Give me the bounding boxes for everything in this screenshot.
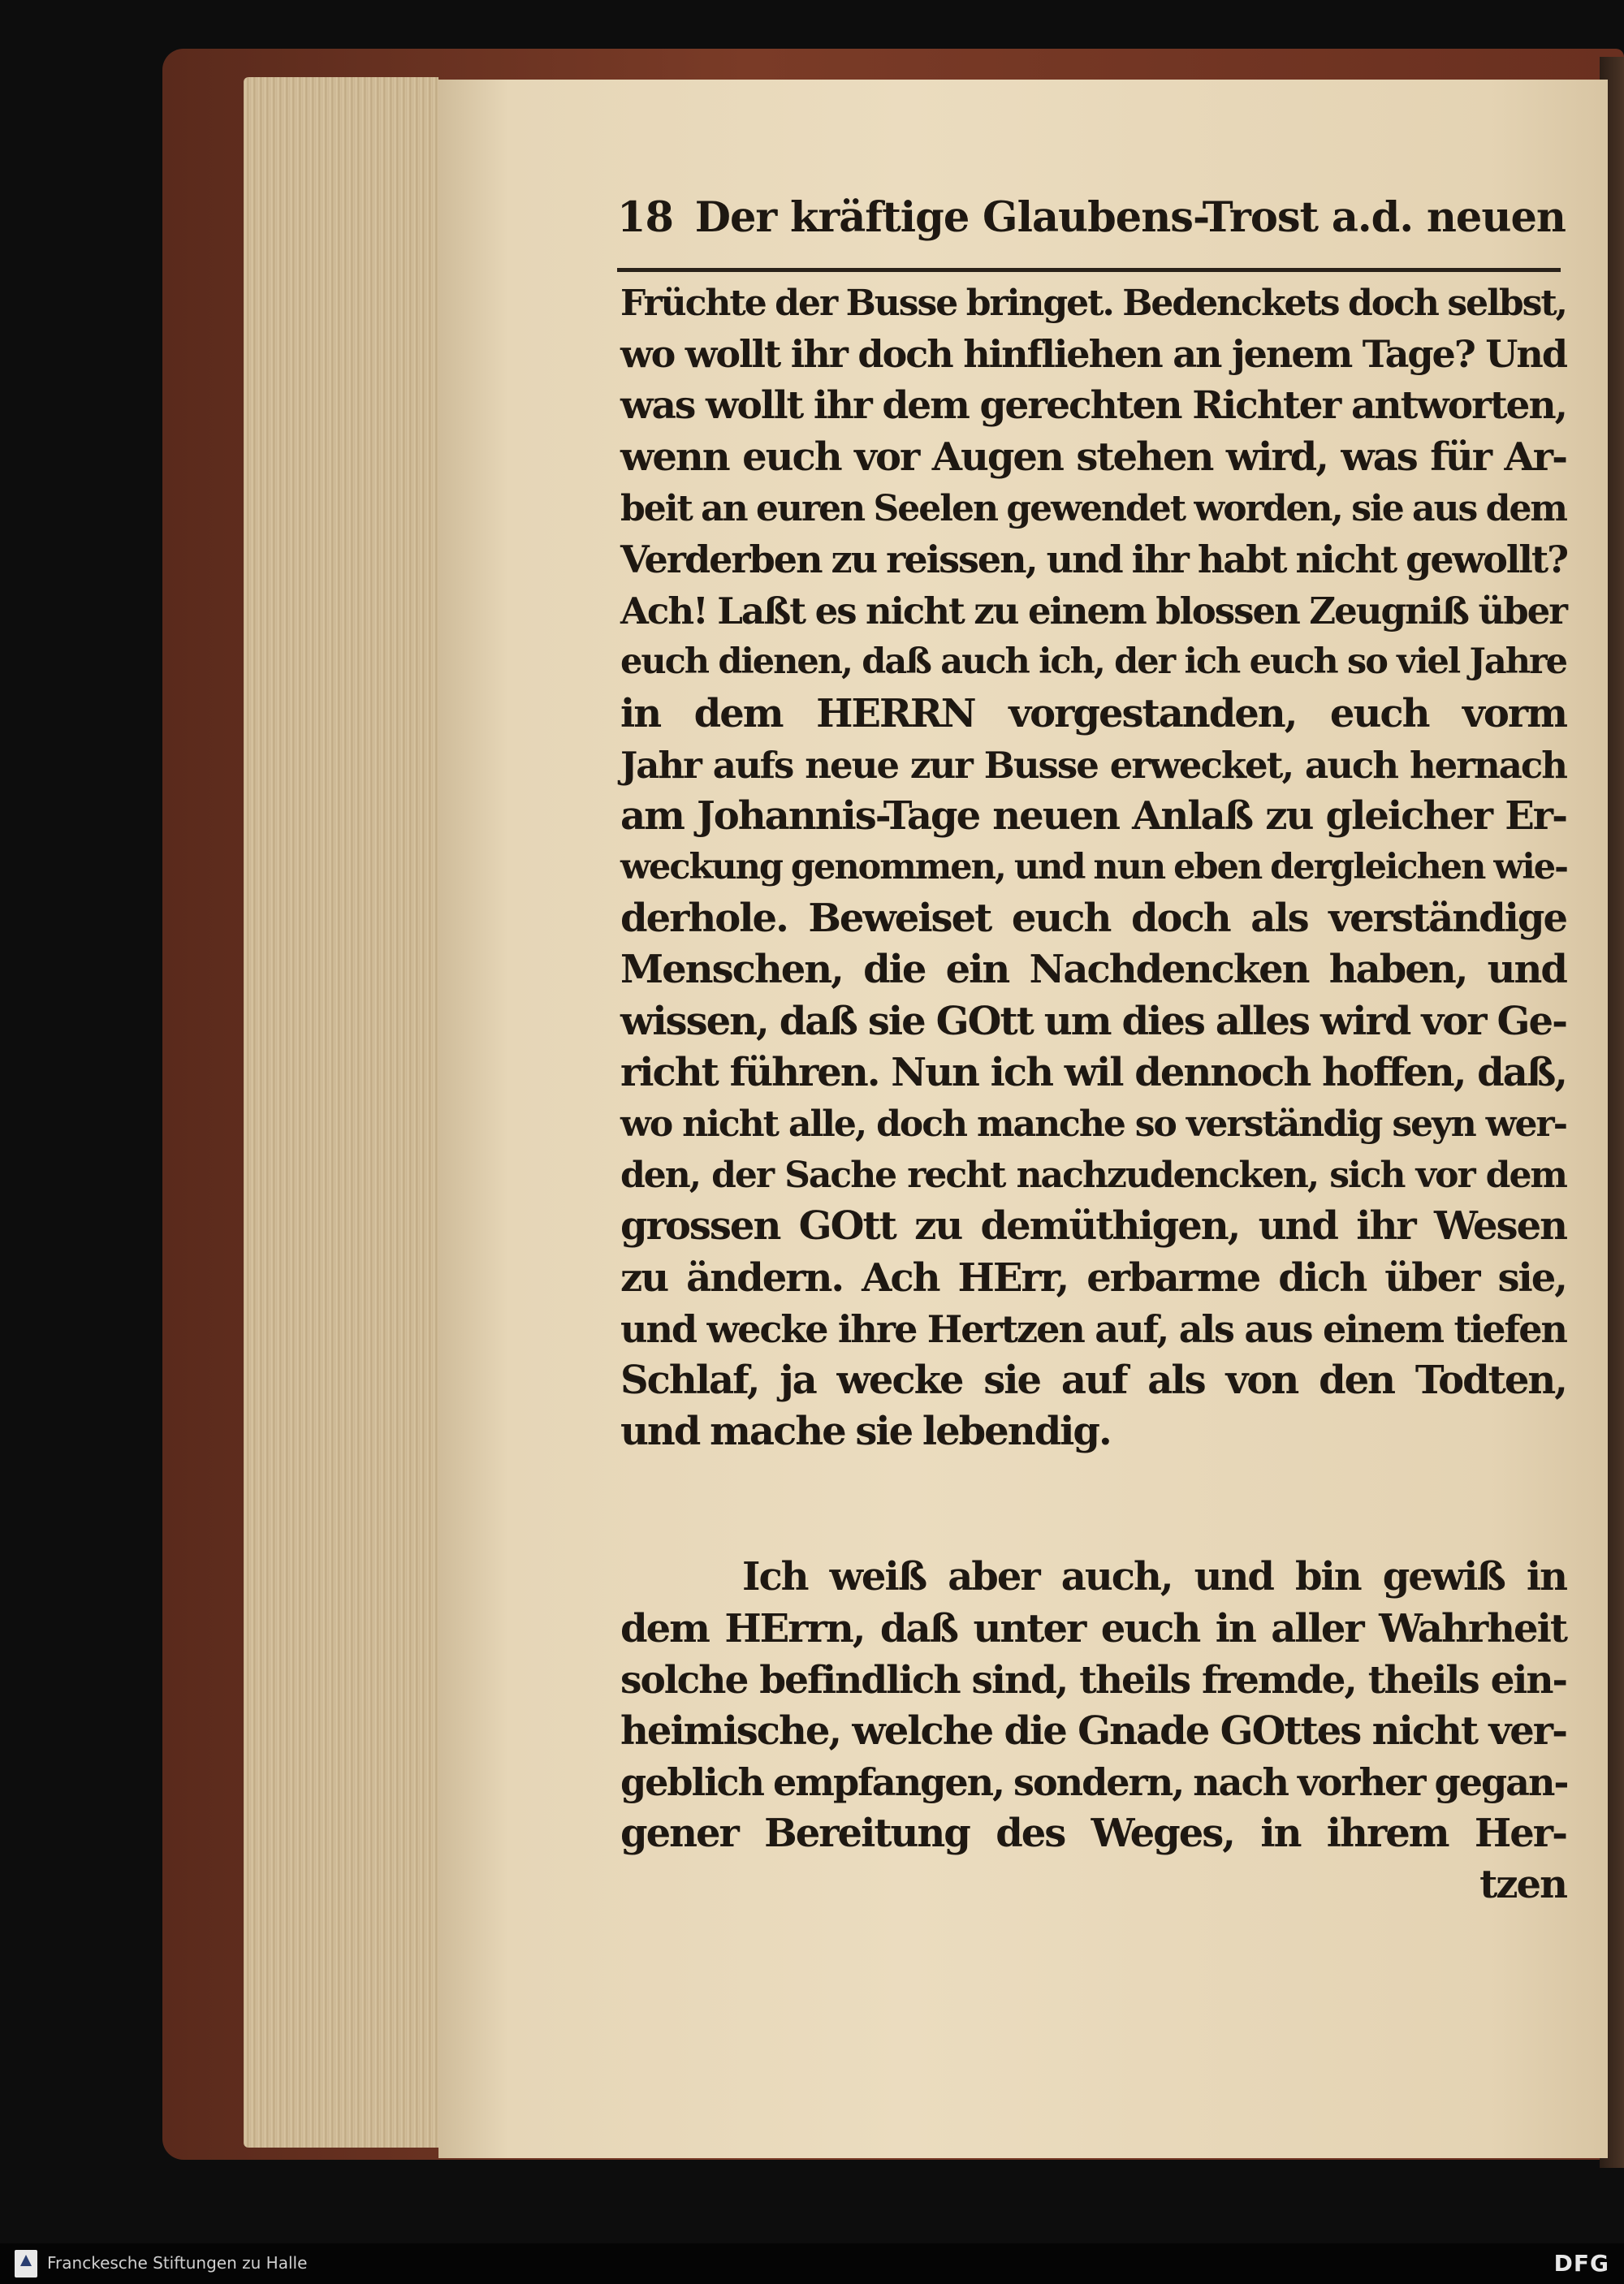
text-line: was wollt ihr dem gerechten Richter antworten, bbox=[620, 383, 1566, 429]
text-line: am Johannis-Tage neuen Anlaß zu gleicher Er- bbox=[620, 792, 1566, 839]
text-line: Ich weiß aber auch, und bin gewiß in bbox=[742, 1554, 1566, 1600]
text-line: solche befindlich sind, theils fremde, theils ein- bbox=[620, 1657, 1566, 1703]
institution-name: Franckesche Stiftungen zu Halle bbox=[47, 2253, 308, 2273]
text-line: zu ändern. Ach HErr, erbarme dich über sie, bbox=[620, 1254, 1566, 1301]
text-line: dem HErrn, daß unter euch in aller Wahrheit bbox=[620, 1605, 1566, 1651]
text-line: Menschen, die ein Nachdencken haben, und bbox=[620, 947, 1566, 993]
text-line: wissen, daß sie GOtt um dies alles wird vor Ge- bbox=[620, 998, 1566, 1044]
text-line: wenn euch vor Augen stehen wird, was für Ar- bbox=[620, 434, 1566, 480]
text-line: richt führen. Nun ich wil dennoch hoffen, daß, bbox=[620, 1049, 1566, 1095]
text-line: wo nicht alle, doch manche so verständig seyn wer- bbox=[620, 1103, 1566, 1145]
text-line: und wecke ihre Hertzen auf, als aus einem tiefen bbox=[620, 1306, 1566, 1351]
text-line: heimische, welche die Gnade GOttes nicht ver- bbox=[620, 1708, 1566, 1754]
header-rule bbox=[617, 268, 1561, 272]
text-line: geblich empfangen, sondern, nach vorher gegan- bbox=[620, 1760, 1568, 1805]
page-number: 18 bbox=[617, 193, 673, 242]
text-line: Ach! Laßt es nicht zu einem blossen Zeugniß über bbox=[620, 589, 1566, 633]
text-line: Verderben zu reissen, und ihr habt nicht gewollt? bbox=[620, 537, 1568, 581]
text-line: euch dienen, daß auch ich, der ich euch so viel Jahre bbox=[620, 641, 1566, 683]
page-block-edges bbox=[244, 77, 438, 2148]
text-line: beit an euren Seelen gewendet worden, sie aus dem bbox=[620, 487, 1566, 529]
paragraph-gap bbox=[620, 1457, 1566, 1552]
text-line: Schlaf, ja wecke sie auf als von den Todten, bbox=[620, 1357, 1566, 1403]
text-line: gener Bereitung des Weges, in ihrem Her- bbox=[620, 1811, 1566, 1857]
catchword: tzen bbox=[1479, 1862, 1566, 1908]
running-header bbox=[617, 193, 1567, 250]
text-line: weckung genommen, und nun eben dergleichen wie- bbox=[620, 847, 1567, 888]
text-line: Früchte der Busse bringet. Bedenckets doch selbst, bbox=[620, 283, 1566, 324]
dfg-logo: DFG bbox=[1553, 2250, 1609, 2277]
institution-logo-icon bbox=[15, 2250, 37, 2278]
text-line: derhole. Beweiset euch doch als verständige bbox=[620, 896, 1566, 942]
footer-bar bbox=[0, 2243, 1624, 2284]
text-line: in dem HERRN vorgestanden, euch vorm bbox=[620, 690, 1566, 736]
body-text bbox=[620, 278, 1566, 1911]
text-line: grossen GOtt zu demüthigen, und ihr Wesen bbox=[620, 1203, 1566, 1250]
text-line: wo wollt ihr doch hinfliehen an jenem Tage? Und bbox=[620, 332, 1566, 377]
running-head-title: Der kräftige Glaubens-Trost a.d. neuen bbox=[694, 193, 1566, 242]
text-line: den, der Sache recht nachzudencken, sich vor dem bbox=[620, 1155, 1566, 1197]
paragraph-2 bbox=[620, 1552, 1566, 1859]
text-line: Jahr aufs neue zur Busse erwecket, auch hernach bbox=[620, 743, 1566, 787]
text-line: und mache sie lebendig. bbox=[620, 1409, 1111, 1455]
paragraph-1 bbox=[620, 278, 1566, 1457]
